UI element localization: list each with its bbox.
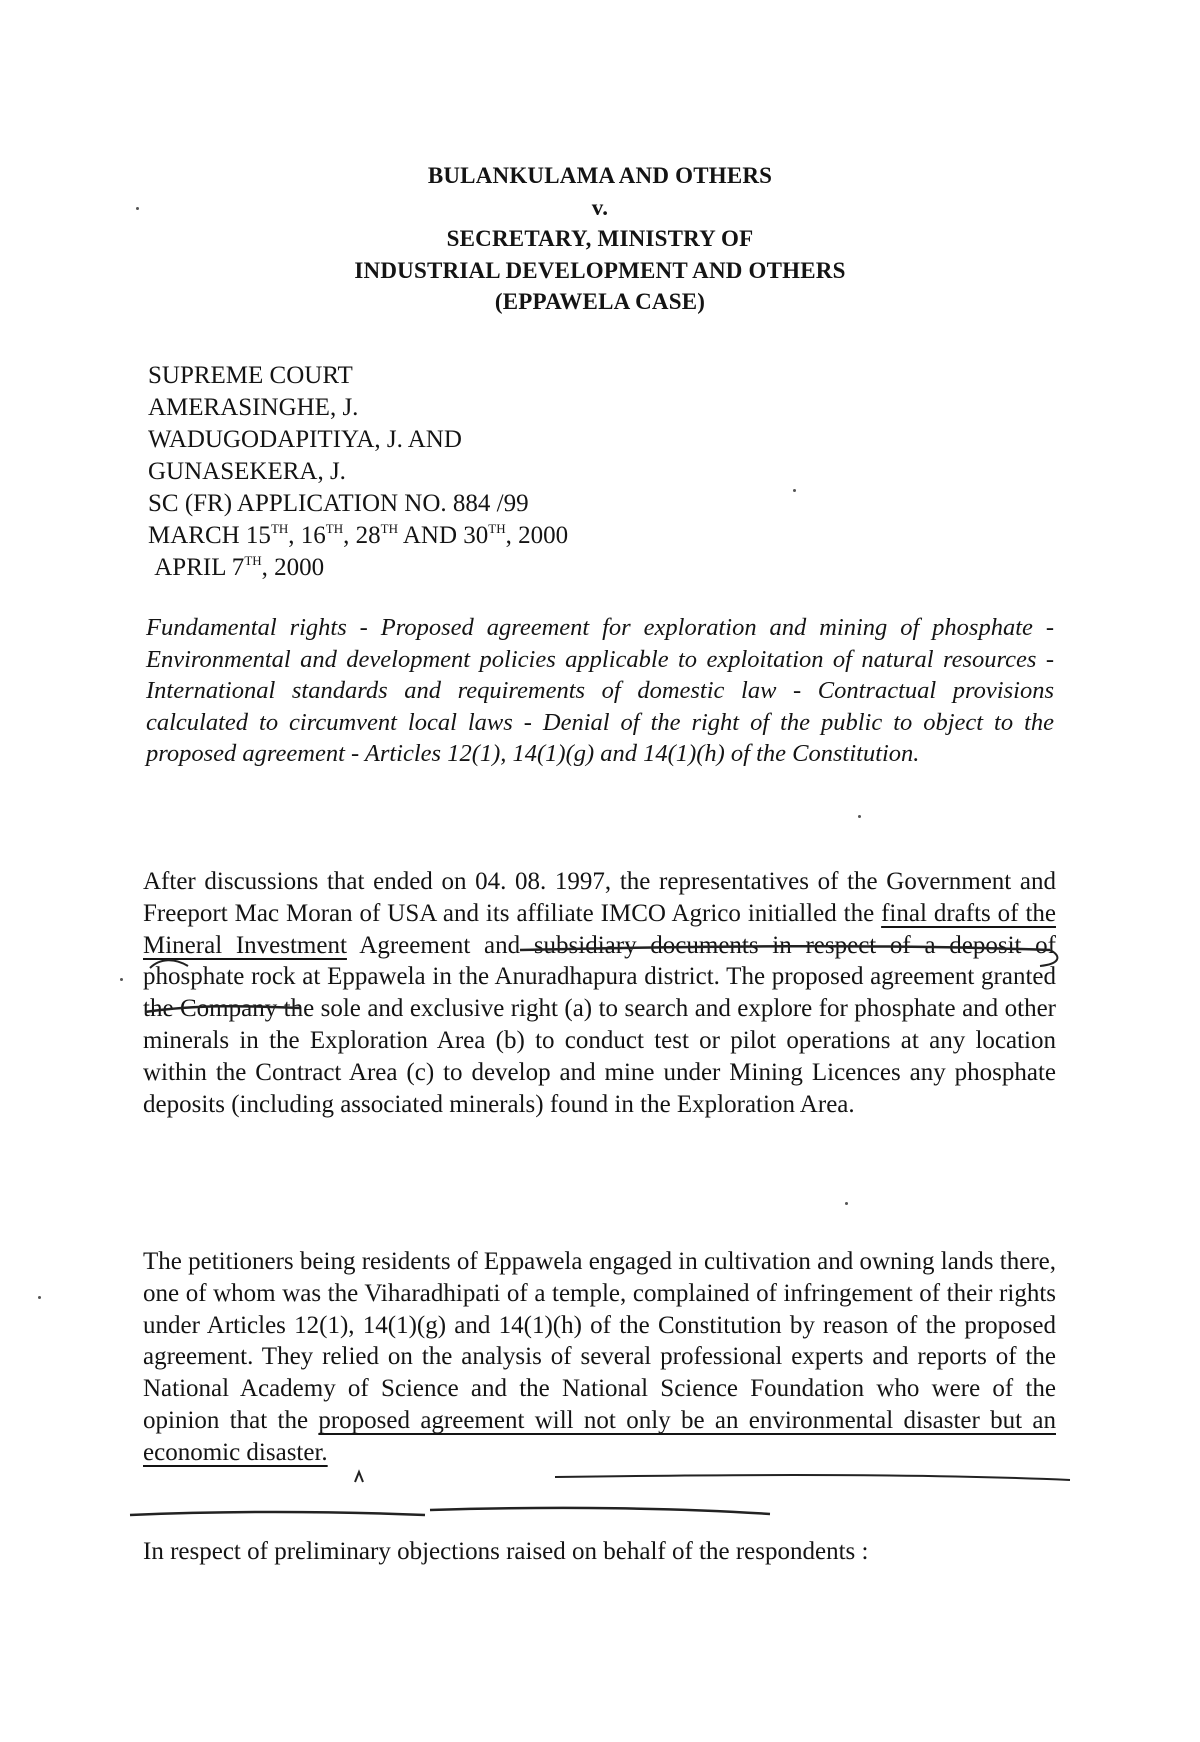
case-title-respondent-line2: INDUSTRIAL DEVELOPMENT AND OTHERS: [354, 258, 846, 283]
underlined-phrase: proposed agreement will not only be an environmental disaster but an economic disaster.: [143, 1406, 1056, 1466]
application-number: SC (FR) APPLICATION NO. 884 /99: [148, 490, 529, 517]
pen-caret-mark: [355, 1472, 363, 1482]
facts-paragraph: [143, 866, 1056, 1120]
pen-underline-stroke: [555, 1475, 1070, 1480]
paragraph-text: Agreement and subsidiary documents in respect of a deposit of phosphate rock at Eppawela in the Anuradhapura district. The proposed agreement granted the Company the sole and exclusive right (a) to search and explore for phosphate and other minerals in the Exploration Area (b) to conduct test or pilot operations at any location within the Contract Area (c) to develop and mine under Mining Licences any phosphate deposits (including associated minerals) found in the Exploration Area.: [143, 931, 1056, 1118]
scan-speck: [136, 207, 139, 210]
decision-date: [148, 552, 948, 584]
scan-speck: [793, 489, 796, 492]
scan-speck: [845, 1202, 848, 1205]
court-name: SUPREME COURT: [148, 362, 353, 389]
hearing-date-text: AND 30: [397, 522, 489, 549]
ordinal-suffix: TH: [325, 521, 344, 536]
judge-name: GUNASEKERA, J.: [148, 458, 346, 485]
pen-underline-stroke: [130, 1512, 425, 1515]
scan-speck: [120, 978, 123, 981]
case-title-respondent-line1: SECRETARY, MINISTRY OF: [446, 226, 754, 251]
ordinal-suffix: TH: [244, 553, 262, 568]
hearing-date-text: , 16: [288, 522, 326, 549]
case-title-petitioners: BULANKULAMA AND OTHERS: [427, 163, 773, 188]
judge-name: AMERASINGHE, J.: [148, 394, 359, 421]
case-short-name: (EPPAWELA CASE): [494, 289, 706, 314]
petitioners-paragraph: [143, 1246, 1056, 1469]
hearing-dates: [148, 520, 948, 552]
paragraph-text: After discussions that ended on 04. 08. 1997, the representatives of the Government and Freeport Mac Moran of USA and its affiliate IMCO Agrico initialled the: [143, 868, 1056, 927]
coram-block: [148, 360, 948, 584]
ordinal-suffix: TH: [270, 521, 289, 536]
scan-speck: [858, 815, 861, 818]
hearing-date-text: MARCH 15: [148, 522, 271, 549]
objections-paragraph: In respect of preliminary objections raised on behalf of the respondents :: [143, 1538, 869, 1565]
ordinal-suffix: TH: [380, 521, 398, 536]
paragraph-text: The petitioners being residents of Eppawela engaged in cultivation and owning lands there, one of whom was the Viharadhipati of a temple, complained of infringement of their rights under Articles 12(1), 14(1)(g) and 14(1)(h) of the Constitution by reason of the proposed agreement. They relied on the analysis of several professional experts and reports of the National Academy of Science and the National Science Foundation who were of the opinion that the: [143, 1248, 1056, 1434]
scan-speck: [38, 1296, 41, 1299]
pen-underline-stroke: [430, 1508, 770, 1514]
underlined-phrase: final drafts of the Mineral Investment: [143, 899, 1056, 959]
case-title-versus: v.: [591, 195, 609, 220]
hearing-date-text: , 2000: [505, 522, 569, 549]
judge-name: WADUGODAPITIYA, J. AND: [148, 426, 462, 453]
decision-date-text: APRIL 7: [154, 554, 245, 581]
headnote-catchwords: Fundamental rights - Proposed agreement for exploration and mining of phosphate - Environmental and development policies applicable to exploitation of natural resources - International standards and requirements of domestic law - Contractual provisions calculated to circumvent local laws - Denial of the right of the public to object to the proposed agreement - Articles 12(1), 14(1)(g) and 14(1)(h) of the Constitution.: [146, 614, 1054, 768]
decision-date-text: , 2000: [261, 554, 325, 581]
ordinal-suffix: TH: [488, 521, 506, 536]
hearing-date-text: , 28: [343, 522, 381, 549]
